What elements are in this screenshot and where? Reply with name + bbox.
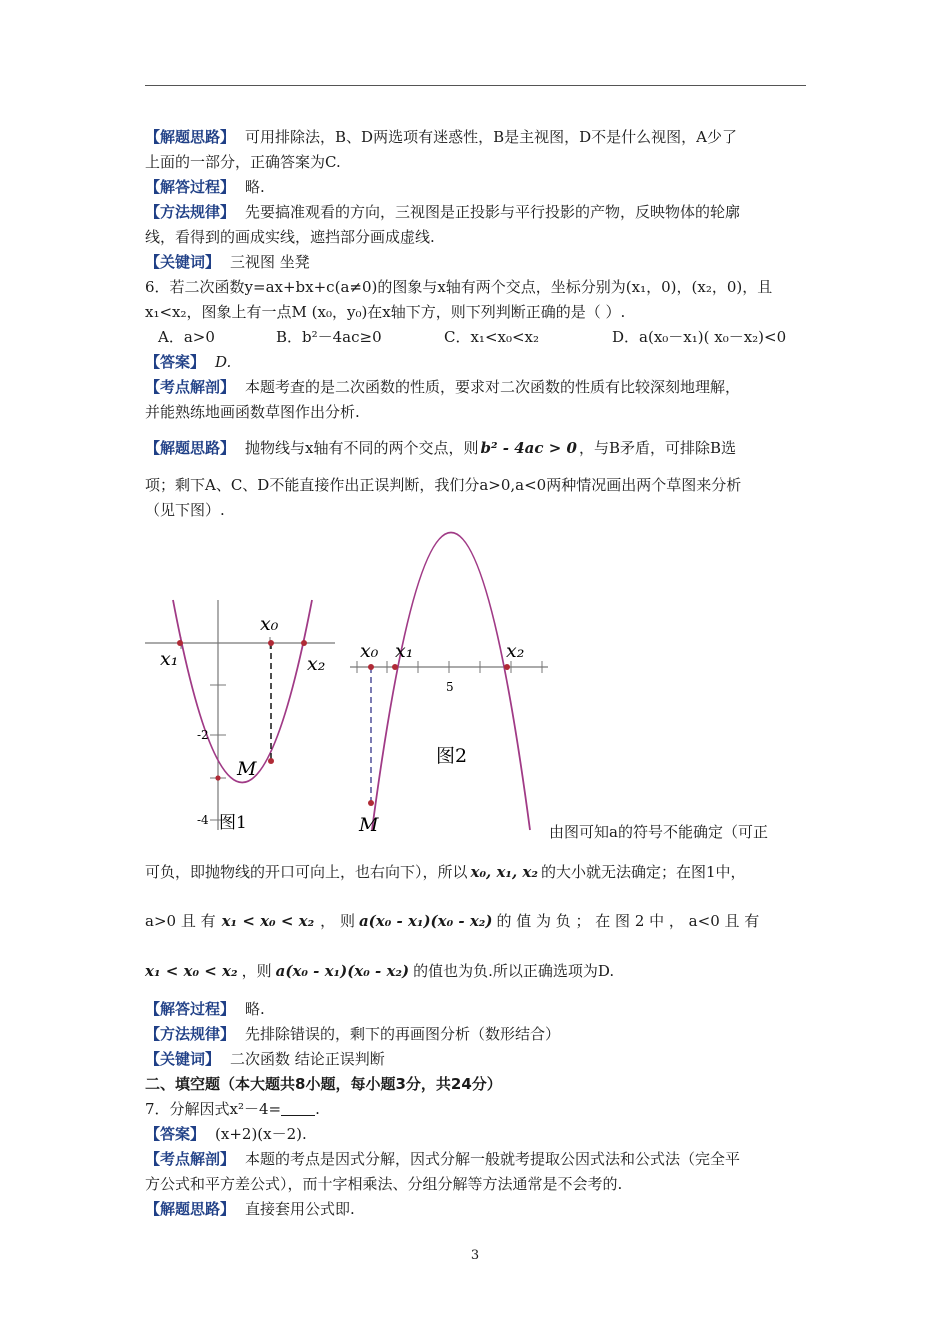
fig2-label-x1: x₁	[395, 640, 414, 662]
header-rule	[145, 85, 806, 86]
answer-blank	[281, 1101, 315, 1116]
figure-2	[350, 533, 548, 837]
fig1-point-yaxis	[215, 775, 220, 780]
fig2-caption: 图2	[436, 745, 468, 767]
fig1-parabola	[173, 600, 312, 783]
line-method-2: 线，看得到的画成实线，遮挡部分画成虚线.	[145, 228, 435, 246]
line-solution-process: 【解答过程】 略.	[145, 178, 265, 196]
fig2-label-x0: x₀	[360, 640, 379, 662]
fig1-label-x0: x₀	[260, 613, 279, 635]
line-idea-6-1: 【解题思路】 抛物线与x轴有不同的两个交点，则 b² - 4ac > 0 ，与B矛盾，可排除B选	[145, 439, 736, 457]
section-fill-in-title: 二、填空题（本大题共8小题，每小题3分，共24分）	[145, 1075, 502, 1093]
fig2-point-x2	[504, 664, 510, 670]
question-7-stem: 7．分解因式x²－4= .	[145, 1100, 320, 1118]
fig1-point-x1	[177, 640, 183, 646]
fig2-tick-5: 5	[446, 680, 454, 694]
figure-1	[145, 600, 335, 833]
line-idea-6-2: 项；剩下A、C、D不能直接作出正误判断，我们分a>0,a<0两种情况画出两个草图来分析	[145, 476, 742, 494]
fig1-point-x0	[268, 640, 274, 646]
question-6-stem-1: 6．若二次函数y=ax+bx+c(a≠0)的图象与x轴有两个交点，坐标分别为(x₁，0)，(x₂，0)，且	[145, 278, 773, 296]
line-analysis-1: 【考点解剖】 本题考查的是二次函数的性质，要求对二次函数的性质有比较深刻地理解，	[145, 378, 741, 396]
choice-d: D．a(x₀－x₁)( x₀－x₂)<0	[612, 328, 787, 346]
graphs-figure	[140, 525, 560, 840]
line-analysis-7-2: 方公式和平方差公式），而十字相乘法、分组分解等方法通常是不会考的.	[145, 1175, 623, 1193]
line-keywords-6: 【关键词】 二次函数 结论正误判断	[145, 1050, 385, 1068]
fig1-label-x1: x₁	[160, 648, 179, 670]
line-conclusion-3: a>0 且 有 x₁ < x₀ < x₂ ， 则 a(x₀ - x₁)(x₀ - x₂) 的 值 为 负 ； 在 图 2 中 ， a<0 且 有	[145, 912, 760, 930]
fig2-point-x1	[392, 664, 398, 670]
fig1-caption: 图1	[219, 813, 247, 833]
page-number: 3	[470, 1248, 480, 1263]
line-solution-idea-2: 上面的一部分，正确答案为C.	[145, 153, 341, 171]
line-conclusion-1: 由图可知a的符号不能确定（可正	[549, 823, 768, 841]
line-method-1: 【方法规律】 先要搞准观看的方向，三视图是正投影与平行投影的产物，反映物体的轮廓	[145, 203, 741, 221]
question-6-choices	[158, 326, 786, 348]
tag-solution-idea: 【解题思路】	[145, 128, 236, 146]
fig1-point-x2	[301, 640, 307, 646]
fig2-point-x0	[368, 664, 374, 670]
line-answer-7: 【答案】 (x+2)(x－2).	[145, 1125, 307, 1143]
fig1-label-x2: x₂	[307, 653, 326, 675]
line-answer: 【答案】 D.	[145, 353, 232, 371]
line-analysis-2: 并能熟练地画函数草图作出分析.	[145, 403, 360, 421]
fig2-label-M: M	[359, 814, 379, 836]
line-conclusion-2: 可负，即抛物线的开口可向上，也右向下），所以 x₀, x₁, x₂ 的大小就无法确定；在图1中，	[145, 863, 746, 881]
fig1-tick-neg2: -2	[197, 728, 209, 742]
line-solution-process-6: 【解答过程】 略.	[145, 1000, 265, 1018]
fig1-label-M: M	[237, 758, 257, 780]
fig2-point-M	[368, 800, 374, 806]
line-keywords: 【关键词】 三视图 坐凳	[145, 253, 310, 271]
line-idea-6-3: （见下图）.	[145, 501, 225, 519]
line-conclusion-4: x₁ < x₀ < x₂ ，则 a(x₀ - x₁)(x₀ - x₂) 的值也为负.所以正确选项为D.	[145, 962, 615, 980]
choice-b: B．b²－4ac≥0	[276, 328, 382, 346]
line-analysis-7-1: 【考点解剖】 本题的考点是因式分解，因式分解一般就考提取公因式法和公式法（完全平	[145, 1150, 741, 1168]
question-6-stem-2: x₁<x₂，图象上有一点M (x₀，y₀)在x轴下方，则下列判断正确的是（ ）.	[145, 303, 626, 321]
fig1-tick-neg4: -4	[197, 813, 209, 827]
line-solution-idea-1: 【解题思路】 可用排除法，B、D两选项有迷惑性，B是主视图，D不是什么视图，A少了	[145, 128, 737, 146]
fig1-point-M	[268, 758, 274, 764]
choice-c: C．x₁<x₀<x₂	[444, 328, 540, 346]
choice-a: A．a>0	[158, 328, 215, 346]
line-idea-7: 【解题思路】 直接套用公式即.	[145, 1200, 355, 1218]
line-method-6: 【方法规律】 先排除错误的，剩下的再画图分析（数形结合）	[145, 1025, 561, 1043]
fig2-label-x2: x₂	[506, 640, 525, 662]
